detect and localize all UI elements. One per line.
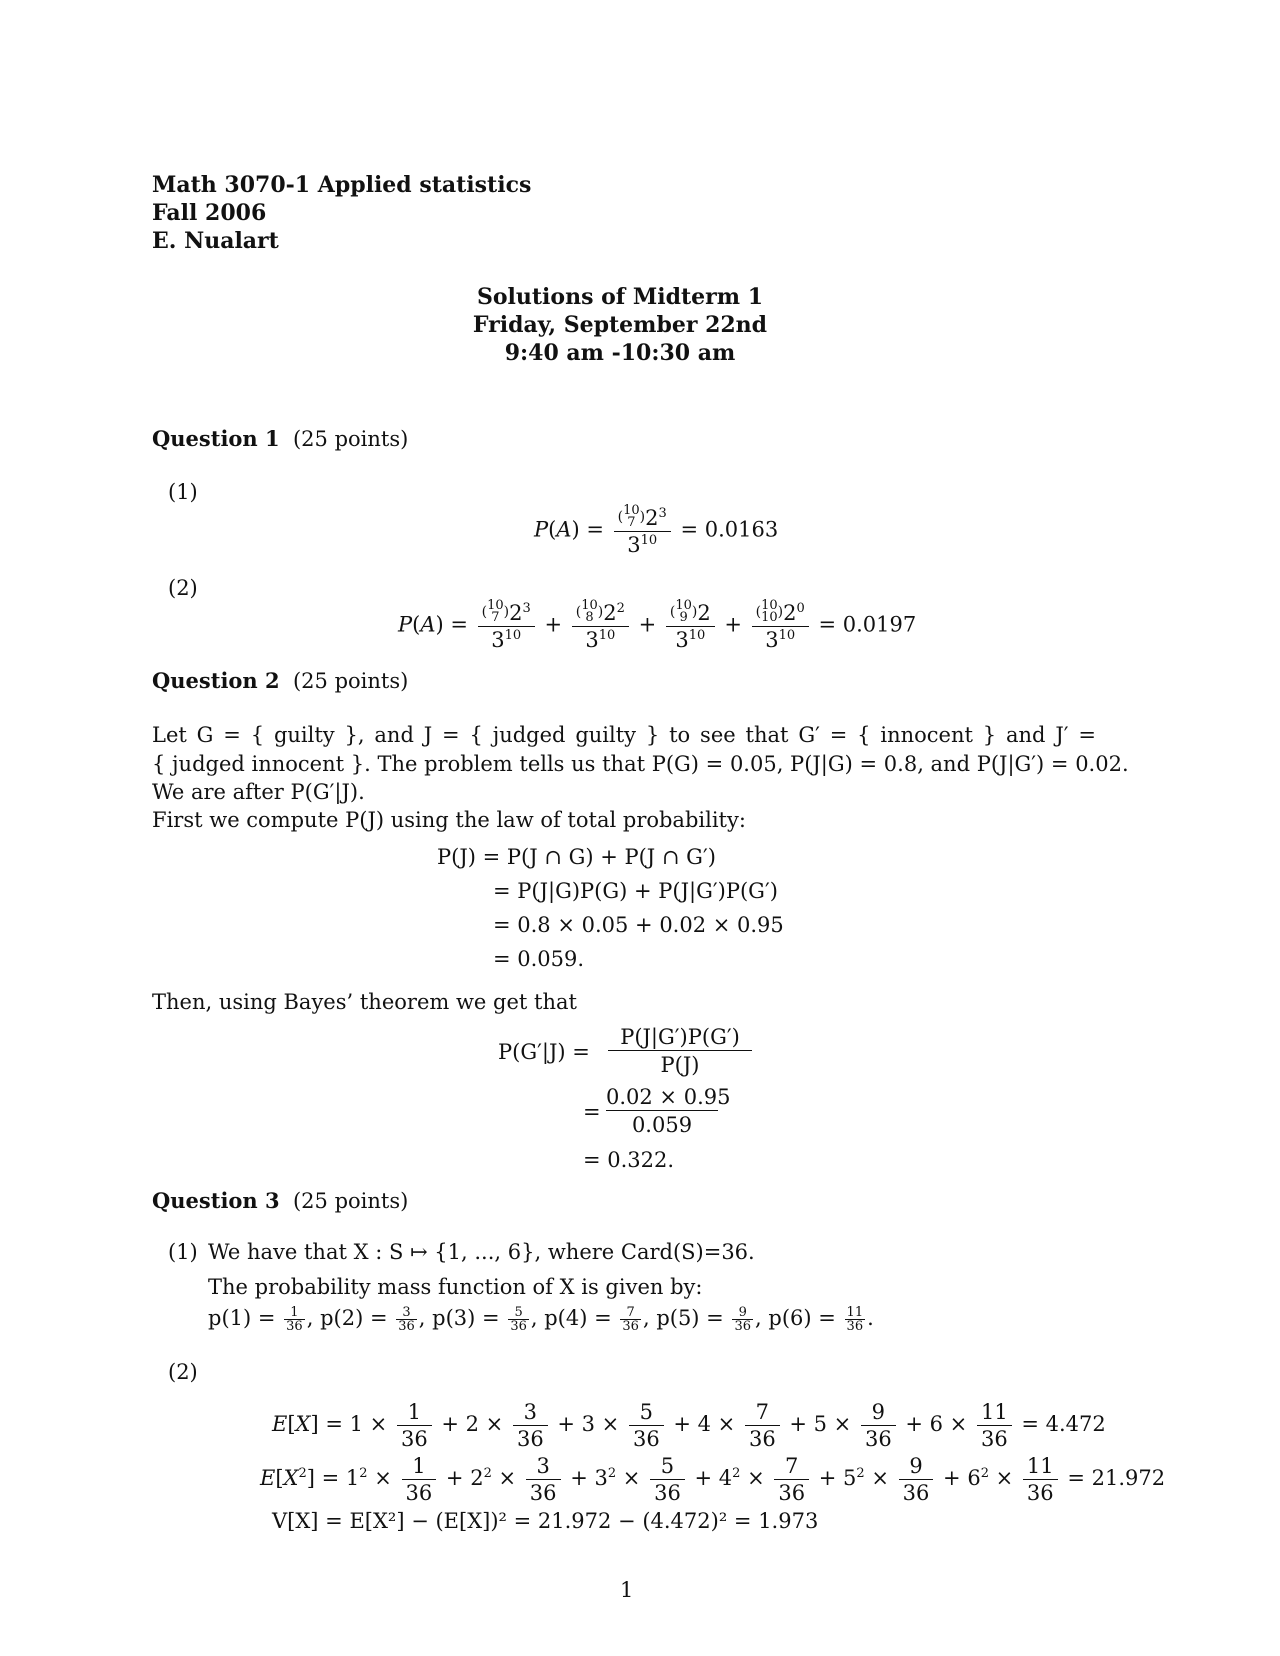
question-points: (25 points) [292, 669, 409, 693]
term: Fall 2006 [152, 200, 267, 226]
pmf-line [208, 1306, 874, 1333]
question-1-heading [152, 426, 408, 451]
question-label: Question 3 [152, 1188, 280, 1213]
q1-part-2-equation: P(A) = (10 7 )$2^3$ $3^{10}$ + (10 8 )$2^2$ $3^{10}$ + (10 9 )2 $3^{10}$ + (10 $10)2^0$ $3^{10}$ = 0.0197 [398, 598, 917, 652]
bayes-num-1: P(J|G′)P(G′) [608, 1025, 752, 1051]
q1-part-2-label: (2) [168, 576, 198, 600]
total-prob-eq-line-3: = 0.8 × 0.05 + 0.02 × 0.95 [493, 913, 784, 937]
second-moment-result: = 21.972 [1067, 1466, 1166, 1490]
q3-part-2-label: (2) [168, 1360, 198, 1384]
pmf-term: p(1) = $\frac{1}{36}$ , [208, 1305, 314, 1334]
second-moment-equation: $E[X^2] = 1^2$ × $\frac{1}{36}$ + $2^2$ × $\frac{3}{36}$ + $3^2$ × $\frac{5}{36}$ + $4^2$ × $\frac{7}{36}$ + $5^2$ × $\frac{9}{36}$ + $6^2$ × $\frac{11}{36}$ = 21.972 [260, 1454, 1166, 1505]
total-prob-eq-line-1: P(J) = P(J ∩ G) + P(J ∩ G′) [437, 845, 716, 869]
pmf-term: p(3) = $\frac{5}{36}$ , [432, 1305, 538, 1334]
q3-part-1-line-1: We have that X : S ↦ {1, ..., 6}, where Card(S)=36. [208, 1240, 755, 1264]
q1-part-1-equation: P(A) = (10 7 )$2^3$ $3^{10}$ = 0.0163 [534, 503, 779, 557]
bayes-intro: Then, using Bayes’ theorem we get that [152, 990, 577, 1014]
pmf-term: p(2) = $\frac{3}{36}$ , [320, 1305, 426, 1334]
question-3-heading [152, 1188, 408, 1213]
question-label: Question 1 [152, 426, 280, 451]
question-label: Question 2 [152, 668, 280, 693]
bayes-den-1: P(J) [660, 1053, 700, 1077]
expectation-result: = 4.472 [1021, 1412, 1106, 1436]
q1-part-1-result: = 0.0163 [680, 517, 779, 542]
bayes-lhs: P(G′|J) = [498, 1040, 590, 1064]
bayes-eq-sign: = [583, 1100, 601, 1124]
course-title: Math 3070-1 Applied statistics [152, 172, 532, 198]
q3-part-1-line-2: The probability mass function of X is given by: [208, 1275, 703, 1299]
bayes-fraction-2 [606, 1085, 731, 1137]
doc-time: 9:40 am -10:30 am [504, 340, 736, 366]
expectation-equation: E[X] = 1 × $\frac{1}{36}$ + 2 × $\frac{3}{36}$ + 3 × $\frac{5}{36}$ + 4 × $\frac{7}{36}$ + 5 × $\frac{9}{36}$ + 6 × $\frac{11}{36}$ = 4.472 [272, 1400, 1106, 1451]
question-points: (25 points) [292, 427, 409, 451]
q2-paragraph-line-4: First we compute P(J) using the law of total probability: [152, 808, 746, 832]
q1-part-2-result: = 0.0197 [818, 612, 917, 637]
pmf-term: p(6) = $\frac{11}{36}$ . [768, 1305, 874, 1334]
page-number: 1 [620, 1578, 634, 1602]
bayes-result: = 0.322. [583, 1148, 675, 1172]
q2-paragraph-line-3: We are after P(G′|J). [152, 780, 365, 804]
variance-equation: V[X] = E[X²] − (E[X])² = 21.972 − (4.472)² = 1.973 [272, 1509, 819, 1533]
pmf-term: p(5) = $\frac{9}{36}$ , [656, 1305, 762, 1334]
total-prob-eq-line-2: = P(J|G)P(G) + P(J|G′)P(G′) [493, 879, 778, 903]
q1-part-1-label: (1) [168, 480, 198, 504]
q2-paragraph-line-1: Let G = { guilty }, and J = { judged guilty } to see that G′ = { innocent } and J′ = [152, 723, 1096, 747]
pmf-term: p(4) = $\frac{7}{36}$ , [544, 1305, 650, 1334]
question-2-heading [152, 668, 408, 693]
question-points: (25 points) [292, 1189, 409, 1213]
doc-date: Friday, September 22nd [472, 312, 768, 338]
bayes-den-2: 0.059 [631, 1113, 693, 1137]
doc-title: Solutions of Midterm 1 [476, 284, 764, 310]
bayes-num-2: 0.02 × 0.95 [606, 1085, 731, 1109]
q2-paragraph-line-2: { judged innocent }. The problem tells us that P(G) = 0.05, P(J|G) = 0.8, and P(J|G′) = 0.02. [152, 752, 1129, 776]
instructor: E. Nualart [152, 228, 279, 254]
q3-part-1-label: (1) [168, 1240, 198, 1264]
total-prob-eq-line-4: = 0.059. [493, 947, 585, 971]
bayes-fraction-1 [608, 1025, 752, 1077]
